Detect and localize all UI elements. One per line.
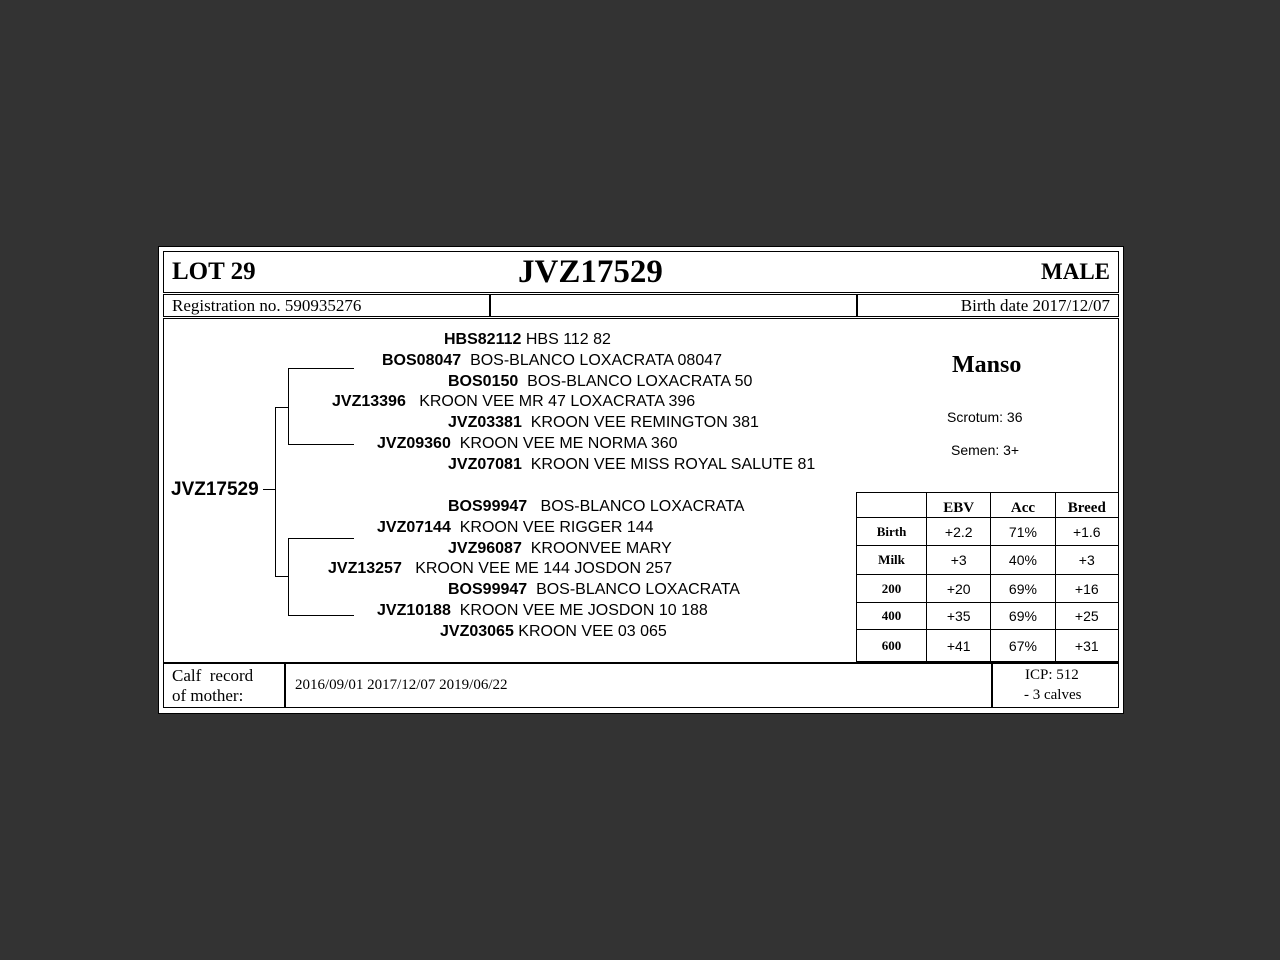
calf-record-label-line2: of mother: <box>172 686 244 705</box>
connector-sire-top <box>288 368 354 369</box>
pedigree-entry: JVZ03065 KROON VEE 03 065 <box>440 623 667 640</box>
ebv-value: +41 <box>927 630 991 662</box>
acc-value: 71% <box>991 518 1055 546</box>
ebv-value: +20 <box>927 575 991 603</box>
registration-box <box>163 294 490 317</box>
pedigree-entry: JVZ13257 KROON VEE ME 144 JOSDON 257 <box>328 560 673 577</box>
animal-card <box>158 246 1124 714</box>
calf-record-label-line1: Calf record <box>172 666 254 685</box>
connector-dam-v <box>288 538 289 616</box>
connector-dam-top <box>288 538 354 539</box>
connector-main-h <box>263 489 275 490</box>
ebv-row-label: Birth <box>857 518 927 546</box>
ebv-header-acc: Acc <box>991 493 1055 518</box>
calves-count: - 3 calves <box>1024 687 1082 703</box>
animal-id: JVZ17529 <box>171 479 259 500</box>
ebv-header-row <box>857 493 1119 518</box>
acc-value: 40% <box>991 546 1055 575</box>
breed-value: +25 <box>1055 603 1118 630</box>
pedigree-entry: BOS08047 BOS-BLANCO LOXACRATA 08047 <box>382 352 723 369</box>
animal-id-title: JVZ17529 <box>518 254 663 290</box>
breed-value: +3 <box>1055 546 1118 575</box>
ebv-row <box>857 575 1119 603</box>
pedigree-entry: BOS0150 BOS-BLANCO LOXACRATA 50 <box>448 373 753 390</box>
ebv-header-blank <box>857 493 927 518</box>
ebv-value: +3 <box>927 546 991 575</box>
pedigree-entry: BOS99947 BOS-BLANCO LOXACRATA <box>448 581 740 598</box>
pedigree-entry: BOS99947 BOS-BLANCO LOXACRATA <box>448 498 745 515</box>
sex-label: MALE <box>1041 259 1110 284</box>
icp-value: ICP: 512 <box>1025 667 1079 683</box>
ebv-row <box>857 518 1119 546</box>
ebv-row <box>857 603 1119 630</box>
ebv-row-label: 200 <box>857 575 927 603</box>
acc-value: 69% <box>991 575 1055 603</box>
acc-value: 69% <box>991 603 1055 630</box>
pedigree-entry: JVZ10188 KROON VEE ME JOSDON 10 188 <box>377 602 708 619</box>
pedigree-entry: JVZ09360 KROON VEE ME NORMA 360 <box>377 435 678 452</box>
ebv-value: +2.2 <box>927 518 991 546</box>
ebv-value: +35 <box>927 603 991 630</box>
header-box <box>163 251 1119 293</box>
connector-dam-bot <box>288 615 354 616</box>
ebv-row-label: 400 <box>857 603 927 630</box>
pedigree-entry: JVZ03381 KROON VEE REMINGTON 381 <box>448 414 759 431</box>
info-middle-box <box>490 294 857 317</box>
animal-name: Manso <box>952 352 1022 378</box>
connector-dam-h <box>275 576 288 577</box>
connector-sire-h <box>275 407 288 408</box>
calf-record-dates: 2016/09/01 2017/12/07 2019/06/22 <box>295 677 508 693</box>
ebv-row-label: Milk <box>857 546 927 575</box>
registration-number: Registration no. 590935276 <box>172 296 362 315</box>
ebv-header-ebv: EBV <box>927 493 991 518</box>
ebv-table <box>856 492 1119 662</box>
pedigree-entry: JVZ07144 KROON VEE RIGGER 144 <box>377 519 654 536</box>
connector-sire-bot <box>288 444 354 445</box>
birth-date: Birth date 2017/12/07 <box>960 296 1110 315</box>
birth-date-box <box>857 294 1119 317</box>
pedigree-entry: JVZ07081 KROON VEE MISS ROYAL SALUTE 81 <box>448 456 816 473</box>
semen-value: Semen: 3+ <box>951 442 1020 458</box>
pedigree-entry: JVZ13396 KROON VEE MR 47 LOXACRATA 396 <box>332 393 696 410</box>
ebv-header-breed: Breed <box>1055 493 1118 518</box>
ebv-row <box>857 630 1119 662</box>
acc-value: 67% <box>991 630 1055 662</box>
pedigree-entry: HBS82112 HBS 112 82 <box>444 331 611 348</box>
calf-record-dates-box <box>285 663 992 708</box>
breed-value: +16 <box>1055 575 1118 603</box>
calf-record-label-box <box>163 663 285 708</box>
ebv-row-label: 600 <box>857 630 927 662</box>
breed-value: +31 <box>1055 630 1118 662</box>
connector-main-v <box>275 407 276 577</box>
calf-record-icp-box <box>992 663 1119 708</box>
breed-value: +1.6 <box>1055 518 1118 546</box>
ebv-row <box>857 546 1119 575</box>
scrotum-value: Scrotum: 36 <box>947 409 1023 425</box>
connector-sire-v <box>288 368 289 445</box>
lot-number: LOT 29 <box>172 258 256 285</box>
pedigree-entry: JVZ96087 KROONVEE MARY <box>448 540 672 557</box>
